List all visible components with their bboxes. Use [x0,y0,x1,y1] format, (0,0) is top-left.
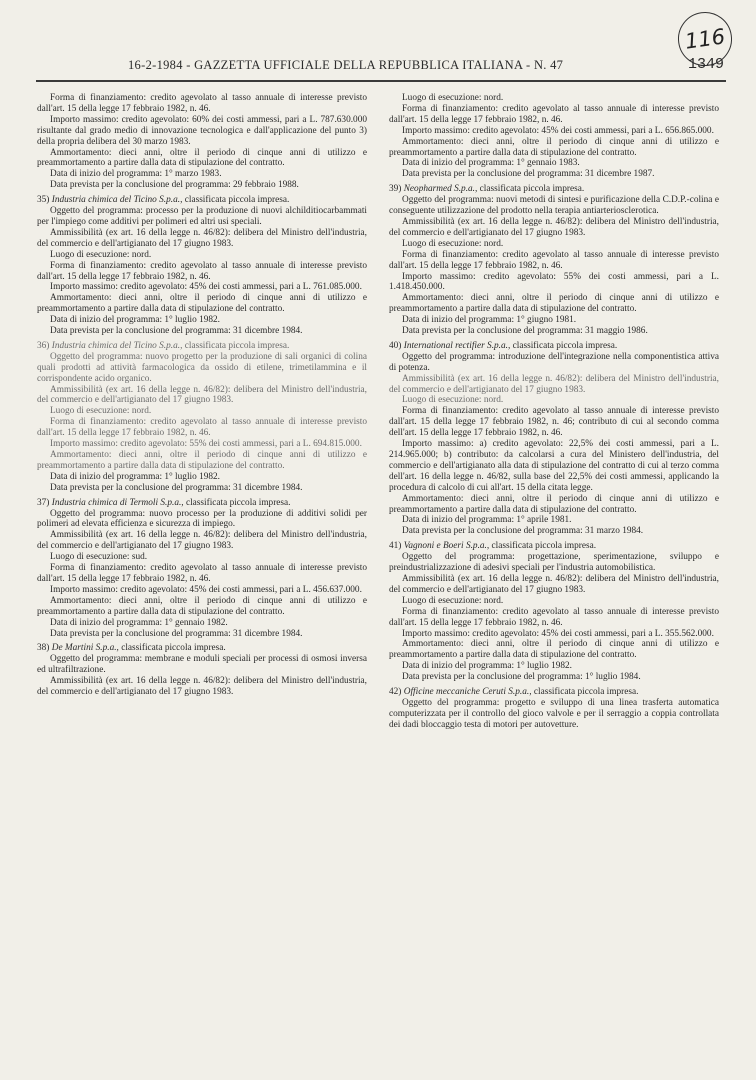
paragraph: Data prevista per la conclusione del programma: 31 marzo 1984. [402,526,644,537]
company-entry-heading [389,541,719,552]
paragraph: Forma di finanziamento: credito agevolato al tasso annuale di interesse previsto dall'art. 15 della legge 17 febbraio 1982, n. 46. [37,260,367,282]
company-classification: classificata piccola impresa. [185,497,291,508]
paragraph: Ammissibilità (ex art. 16 della legge n. 46/82): delibera del Ministro dell'industria, del commercio e dell'artigianato del 17 giugno 1983. [389,216,719,238]
paragraph: Forma di finanziamento: credito agevolato al tasso annuale di interesse previsto dall'art. 15 della legge 17 febbraio 1982, n. 46. [37,93,367,114]
paragraph: Data prevista per la conclusione del programma: 31 maggio 1986. [402,326,648,337]
paragraph: Importo massimo: a) credito agevolato: 22,5% dei costi ammessi, pari a L. 214.965.000; b) contributo: da calcolarsi a cura del Ministero dell'industria, del commercio e dell'artigianato alla data di stipulazione del contratto di cui al terzo comma dell'art. 16 della legge n. 46/82, sulla base del 22,5% dei costi ammessi, applicando la procedura di calcolo di cui all'art. 15 della citata legge. [389,439,719,493]
paragraph: Forma di finanziamento: credito agevolato al tasso annuale di interesse previsto dall'art. 15 della legge 17 febbraio 1982, n. 46; contributo di cui al secondo comma dell'art. 15 della legge 17 febbraio 1982, n. 46. [389,406,719,439]
paragraph: Data di inizio del programma: 1° marzo 1983. [50,169,222,180]
paragraph: Ammissibilità (ex art. 16 della legge n. 46/82): delibera del Ministro dell'industria, del commercio e dell'artigianato del 17 giugno 1983. [389,573,719,595]
entry-number: 41) [389,541,402,552]
paragraph: Ammissibilità (ex art. 16 della legge n. 46/82): delibera del Ministro dell'industria, del commercio e dell'artigianato del 17 giugno 1983. [37,530,367,552]
company-name: Officine meccaniche Ceruti S.p.a., [403,687,532,698]
paragraph: Luogo di esecuzione: sud. [50,552,148,563]
paragraph: Data prevista per la conclusione del programma: 29 febbraio 1988. [50,180,299,191]
company-classification: classificata piccola impresa. [533,687,639,698]
paragraph: Importo massimo: credito agevolato: 45% dei costi ammessi, pari a L. 456.637.000. [50,584,362,595]
handwritten-stamp: 116 [675,9,736,70]
entry-number: 36) [37,340,50,351]
paragraph: Oggetto del programma: introduzione dell'integrazione nella componentistica attiva di potenza. [389,351,719,373]
paragraph: Oggetto del programma: nuovi metodi di sintesi e purificazione della C.D.P.-colina e conseguente utilizzazione del prodotto nella terapia antiarteriosclerotica. [389,195,719,217]
paragraph: Ammortamento: dieci anni, oltre il periodo di cinque anni di utilizzo e preammortamento a partire dalla data di stipulazione del contratto. [37,147,367,169]
company-name: De Martini S.p.a., [51,643,119,654]
entry-number: 38) [37,643,50,654]
paragraph: Forma di finanziamento: credito agevolato al tasso annuale di interesse previsto dall'art. 15 della legge 17 febbraio 1982, n. 46. [389,249,719,271]
company-name: International rectifier S.p.a., [403,340,511,351]
entry-number: 42) [389,687,402,698]
paragraph: Luogo di esecuzione: nord. [50,406,152,417]
paragraph: Oggetto del programma: nuovo progetto per la produzione di sali organici di colina quali prodotti ad attività farmacologica da ossido di etilene, trimetilammina e il corrispondente acido organico. [37,351,367,384]
entry-number: 39) [389,184,402,195]
paragraph: Data di inizio del programma: 1° luglio 1982. [50,471,220,482]
paragraph: Oggetto del programma: processo per la produzione di nuovi alchilditiocarbammati per l'impiego come additivi per polimeri ed altri usi speciali. [37,206,367,227]
company-classification: classificata piccola impresa. [184,340,290,351]
paragraph: Ammissibilità (ex art. 16 della legge n. 46/82): delibera del Ministro dell'industria, del commercio e dell'artigianato del 17 giugno 1983. [37,676,367,698]
paragraph: Ammortamento: dieci anni, oltre il periodo di cinque anni di utilizzo e preammortamento a partire dalla data di stipulazione del contratto. [37,450,367,471]
paragraph: Data di inizio del programma: 1° gennaio 1982. [50,617,228,628]
paragraph: Data di inizio del programma: 1° aprile 1981. [402,515,572,526]
company-name: Industria chimica di Termoli S.p.a., [51,497,184,508]
paragraph: Ammortamento: dieci anni, oltre il periodo di cinque anni di utilizzo e preammortamento a partire dalla data di stipulazione del contratto. [389,136,719,158]
paragraph: Luogo di esecuzione: nord. [402,395,504,406]
company-entry-heading [389,341,719,352]
company-entry-heading [389,184,719,195]
company-name: Neopharmed S.p.a., [403,184,478,195]
paragraph: Ammissibilità (ex art. 16 della legge n. 46/82): delibera del Ministro dell'industria, del commercio e dell'artigianato del 17 giugno 1983. [389,373,719,395]
company-classification: classificata piccola impresa. [491,541,597,552]
paragraph: Importo massimo: credito agevolato: 55% dei costi ammessi, pari a L. 694.815.000. [50,439,362,450]
page-header [36,56,726,78]
company-entry-heading [37,195,367,206]
company-entry-heading [389,687,719,698]
left-column [37,93,367,698]
entry-number: 40) [389,340,402,351]
paragraph: Data prevista per la conclusione del programma: 31 dicembre 1987. [402,169,655,180]
company-classification: classificata piccola impresa. [479,184,585,195]
paragraph: Luogo di esecuzione: nord. [50,249,152,260]
paragraph: Ammissibilità (ex art. 16 della legge n. 46/82): delibera del Ministro dell'industria, del commercio e dell'artigianato del 17 giugno 1983. [37,384,367,406]
company-entry-heading [37,643,367,654]
company-name: Industria chimica del Ticino S.p.a., [51,195,183,206]
company-classification: classificata piccola impresa. [512,340,618,351]
paragraph: Forma di finanziamento: credito agevolato al tasso annuale di interesse previsto dall'art. 15 della legge 17 febbraio 1982, n. 46. [37,563,367,584]
paragraph: Data di inizio del programma: 1° luglio 1982. [50,315,220,326]
paragraph: Data di inizio del programma: 1° giugno 1981. [402,315,577,326]
company-entry-heading [37,341,367,352]
company-entry-heading [37,498,367,509]
page-number: 1349 [687,56,724,73]
paragraph: Data prevista per la conclusione del programma: 31 dicembre 1984. [50,628,303,639]
paragraph: Data di inizio del programma: 1° luglio 1982. [402,661,572,672]
company-classification: classificata piccola impresa. [121,643,226,654]
paragraph: Luogo di esecuzione: nord. [402,93,504,103]
paragraph: Data prevista per la conclusione del programma: 31 dicembre 1984. [50,482,303,493]
paragraph: Luogo di esecuzione: nord. [402,238,504,249]
paragraph: Oggetto del programma: nuovo processo per la produzione di additivi solidi per polimeri ad elevata efficienza e sicurezza di impiego. [37,508,367,530]
paragraph: Importo massimo: credito agevolato: 55% dei costi ammessi, pari a L. 1.418.450.000. [389,271,719,293]
paragraph: Forma di finanziamento: credito agevolato al tasso annuale di interesse previsto dall'art. 15 della legge 17 febbraio 1982, n. 46. [37,417,367,439]
company-name: Industria chimica del Ticino S.p.a., [51,340,183,351]
paragraph: Importo massimo: credito agevolato: 45% dei costi ammessi, pari a L. 355.562.000. [402,628,714,639]
paragraph: Data prevista per la conclusione del programma: 31 dicembre 1984. [50,326,303,337]
paragraph: Ammissibilità (ex art. 16 della legge n. 46/82): delibera del Ministro dell'industria, del commercio e dell'artigianato del 17 giugno 1983. [37,227,367,249]
paragraph: Ammortamento: dieci anni, oltre il periodo di cinque anni di utilizzo e preammortamento a partire dalla data di stipulazione del contratto. [389,493,719,515]
entry-number: 37) [37,497,50,508]
paragraph: Ammortamento: dieci anni, oltre il periodo di cinque anni di utilizzo e preammortamento a partire dalla data di stipulazione del contratto. [37,293,367,315]
paragraph: Ammortamento: dieci anni, oltre il periodo di cinque anni di utilizzo e preammortamento a partire dalla data di stipulazione del contratto. [389,293,719,315]
paragraph: Oggetto del programma: membrane e moduli speciali per processi di osmosi inversa ed ultrafiltrazione. [37,654,367,676]
paragraph: Forma di finanziamento: credito agevolato al tasso annuale di interesse previsto dall'art. 15 della legge 17 febbraio 1982, n. 46. [389,606,719,628]
paragraph: Oggetto del programma: progetto e sviluppo di una linea trasferta automatica computerizzata per il controllo del gioco valvole e per il serraggio a coppia controllata dei dadi bloccaggio testa di motori per autovetture. [389,697,719,730]
paragraph: Data prevista per la conclusione del programma: 1° luglio 1984. [402,672,641,683]
paragraph: Luogo di esecuzione: nord. [402,595,504,606]
header-rule [36,80,726,82]
paragraph: Ammortamento: dieci anni, oltre il periodo di cinque anni di utilizzo e preammortamento a partire dalla data di stipulazione del contratto. [389,639,719,661]
right-column [389,93,719,731]
paragraph: Importo massimo: credito agevolato: 45% dei costi ammessi, pari a L. 761.085.000. [50,282,362,293]
gazette-title: 16-2-1984 - GAZZETTA UFFICIALE DELLA REPUBBLICA ITALIANA - N. 47 [128,58,564,72]
paragraph: Forma di finanziamento: credito agevolato al tasso annuale di interesse previsto dall'art. 15 della legge 17 febbraio 1982, n. 46. [389,103,719,125]
paragraph: Data di inizio del programma: 1° gennaio 1983. [402,158,580,169]
company-name: Vagnoni e Boeri S.p.a., [403,541,490,552]
company-classification: classificata piccola impresa. [184,195,290,206]
paragraph: Oggetto del programma: progettazione, sperimentazione, sviluppo e preindustrializzazione di adesivi speciali per l'industria automobilistica. [389,552,719,574]
paragraph: Ammortamento: dieci anni, oltre il periodo di cinque anni di utilizzo e preammortamento a partire dalla data di stipulazione del contratto. [37,595,367,617]
paragraph: Importo massimo: credito agevolato: 60% dei costi ammessi, pari a L. 787.630.000 risultante dal grado medio di innovazione tecnologica e dall'applicazione del punto 3) della propria delibera del 30 marzo 1983. [37,114,367,147]
paragraph: Importo massimo: credito agevolato: 45% dei costi ammessi, pari a L. 656.865.000. [402,125,714,136]
entry-number: 35) [37,195,50,206]
